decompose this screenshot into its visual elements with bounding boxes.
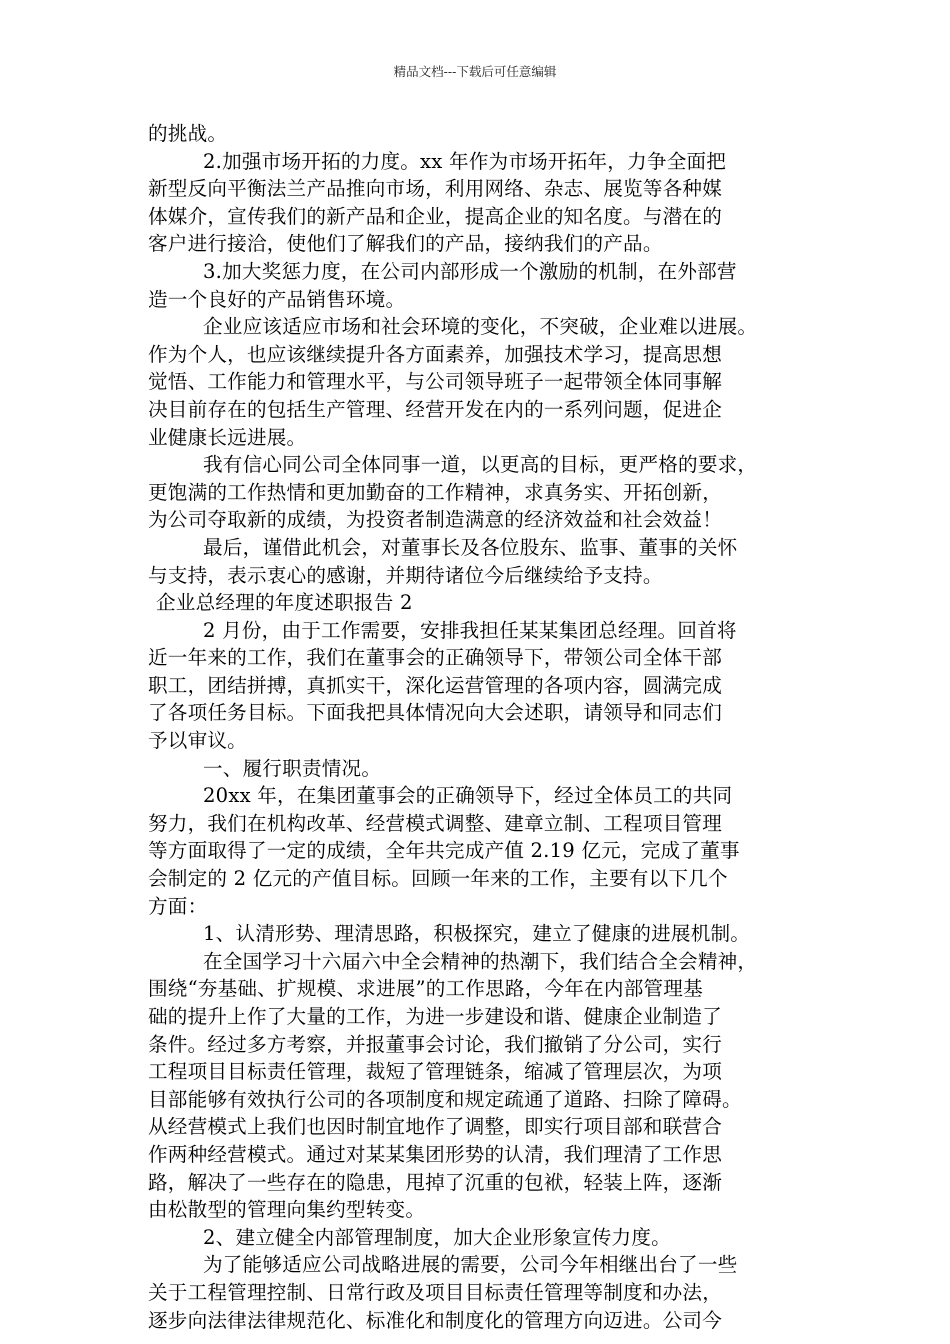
text-line: 业健康长远进展。	[148, 425, 307, 449]
text-line: 2、建立健全内部管理制度，加大企业形象宣传力度。	[203, 1225, 671, 1249]
text-line: 作为个人，也应该继续提升各方面素养，加强技术学习，提高思想	[148, 342, 723, 366]
text-line: 了各项任务目标。下面我把具体情况向大会述职，请领导和同志们	[148, 701, 723, 725]
text-line: 为了能够适应公司战略进展的需要，公司今年相继出台了一些	[203, 1253, 738, 1277]
text-line: 作两种经营模式。通过对某某集团形势的认清，我们理清了工作思	[148, 1142, 723, 1166]
text-line: 一、履行职责情况。	[203, 756, 382, 780]
text-line: 从经营模式上我们也因时制宜地作了调整，即实行项目部和联营合	[148, 1115, 723, 1139]
text-line: 企业应该适应市场和社会环境的变化，不突破，企业难以进展。	[203, 315, 758, 339]
text-line: 职工，团结拼搏，真抓实干，深化运营管理的各项内容，圆满完成	[148, 673, 723, 697]
text-line: 体媒介，宣传我们的新产品和企业，提高企业的知名度。与潜在的	[148, 204, 723, 228]
text-line: 1、认清形势、理清思路，积极探究，建立了健康的进展机制。	[203, 922, 751, 946]
text-line: 在全国学习十六届六中全会精神的热潮下，我们结合全会精神，	[203, 949, 758, 973]
text-line: 为公司夺取新的成绩，为投资者制造满意的经济效益和社会效益！	[148, 508, 723, 532]
text-line: 方面：	[148, 894, 208, 918]
text-line: 会制定的 2 亿元的产值目标。回顾一年来的工作，主要有以下几个	[148, 867, 728, 891]
text-line: 目部能够有效执行公司的各项制度和规定疏通了道路、扫除了障碍。	[148, 1087, 742, 1111]
text-line: 的挑战。	[148, 122, 228, 145]
text-line: 围绕“夯基础、扩规模、求进展”的工作思路，今年在内部管理基	[148, 977, 703, 1001]
text-line: 路，解决了一些存在的隐患，甩掉了沉重的包袱，轻装上阵，逐渐	[148, 1170, 723, 1194]
text-line: 等方面取得了一定的成绩，全年共完成产值 2.19 亿元，完成了董事	[148, 839, 740, 863]
text-line: 与支持，表示衷心的感谢，并期待诸位今后继续给予支持。	[148, 563, 663, 587]
text-line: 新型反向平衡法兰产品推向市场，利用网络、杂志、展览等各种媒	[148, 177, 723, 201]
text-line: 2 月份，由于工作需要，安排我担任某某集团总经理。回首将	[203, 618, 737, 642]
text-line: 努力，我们在机构改革、经营模式调整、建章立制、工程项目管理	[148, 811, 723, 835]
text-line: 近一年来的工作，我们在董事会的正确领导下，带领公司全体干部	[148, 646, 723, 670]
text-line: 关于工程管理控制、日常行政及项目目标责任管理等制度和办法，	[148, 1280, 723, 1304]
text-line: 3.加大奖惩力度，在公司内部形成一个激励的机制，在外部营	[203, 259, 737, 283]
text-line: 觉悟、工作能力和管理水平，与公司领导班子一起带领全体同事解	[148, 370, 723, 394]
text-line: 条件。经过多方考察，并报董事会讨论，我们撤销了分公司，实行	[148, 1032, 723, 1056]
text-line: 企业总经理的年度述职报告 2	[156, 591, 413, 615]
text-line: 工程项目目标责任管理，裁短了管理链条，缩减了管理层次，为项	[148, 1060, 723, 1084]
text-line: 决目前存在的包括生产管理、经营开发在内的一系列问题，促进企	[148, 397, 723, 421]
text-line: 20xx 年，在集团董事会的正确领导下，经过全体员工的共同	[203, 784, 733, 808]
text-line: 我有信心同公司全体同事一道，以更高的目标，更严格的要求，	[203, 453, 758, 477]
text-line: 2.加强市场开拓的力度。xx 年作为市场开拓年，力争全面把	[203, 149, 727, 173]
text-line: 由松散型的管理向集约型转变。	[148, 1198, 426, 1222]
document-body	[148, 120, 828, 1334]
text-line: 造一个良好的产品销售环境。	[148, 287, 406, 311]
text-line: 更饱满的工作热情和更加勤奋的工作精神，求真务实、开拓创新，	[148, 480, 723, 504]
text-line: 客户进行接洽，使他们了解我们的产品，接纳我们的产品。	[148, 232, 663, 256]
page-header: 精品文档---下载后可任意编辑	[393, 64, 557, 79]
text-line: 础的提升上作了大量的工作，为进一步建设和谐、健康企业制造了	[148, 1005, 723, 1028]
text-line: 最后，谨借此机会，对董事长及各位股东、监事、董事的关怀	[203, 535, 738, 559]
text-line: 予以审议。	[148, 729, 247, 753]
text-line: 逐步向法律法律规范化、标准化和制度化的管理方向迈进。公司今	[148, 1308, 723, 1332]
